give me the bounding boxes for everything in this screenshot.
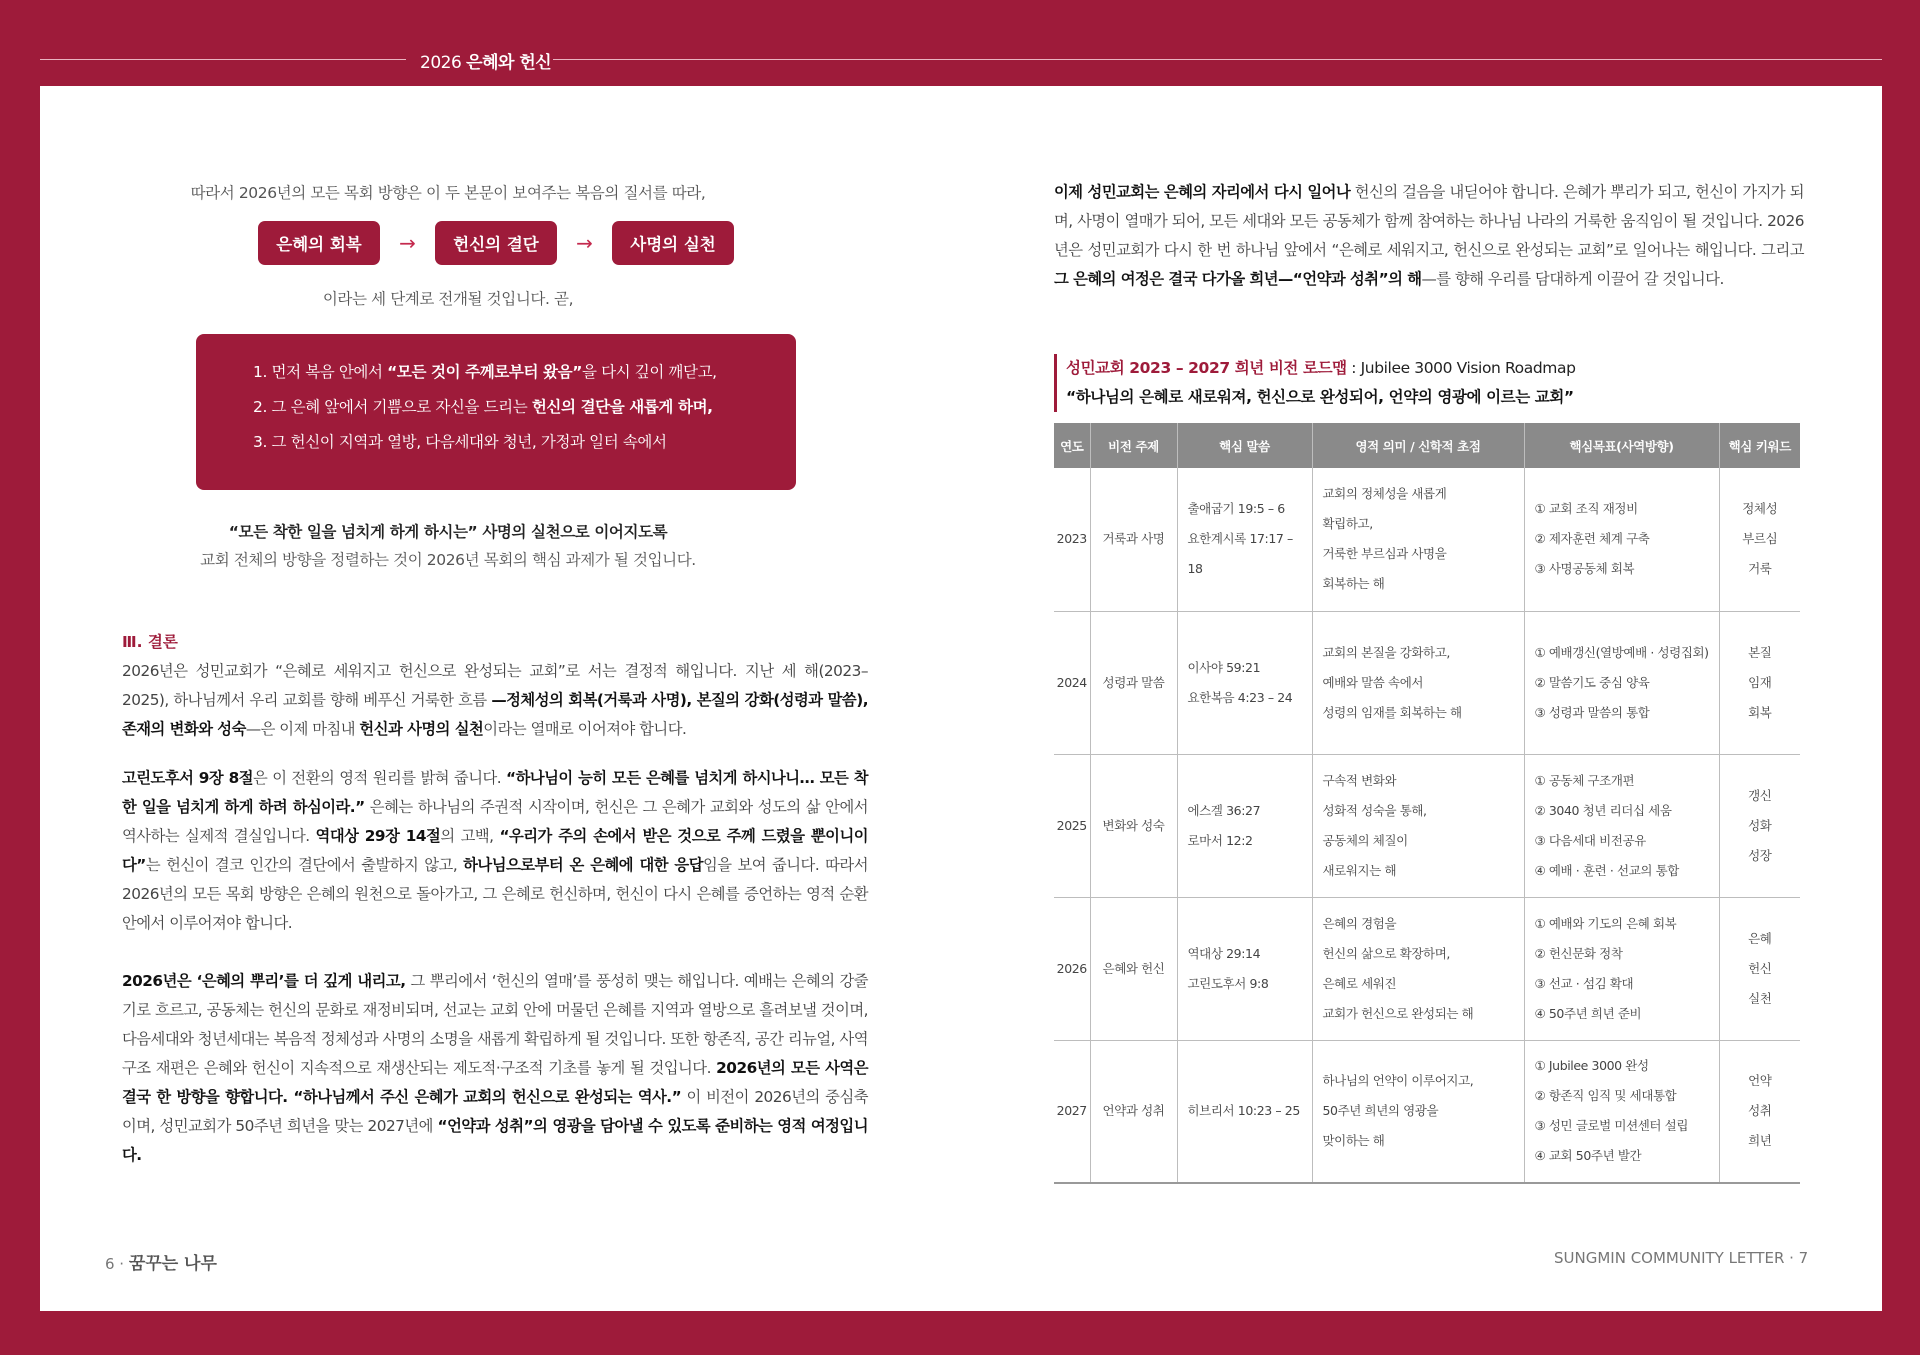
cell-keywords [1719, 468, 1800, 611]
cell-goals-line: ② 헌신문화 정착 [1534, 945, 1623, 961]
col-theme: 비전 주제 [1090, 423, 1177, 468]
roadmap-subtitle: “하나님의 은혜로 새로워져, 헌신으로 완성되어, 언약의 영광에 이르는 교회” [1066, 388, 1574, 406]
cell-meaning [1312, 1040, 1524, 1183]
roadmap-table [1054, 423, 1800, 1184]
cell-keywords-line: 언약 [1748, 1073, 1772, 1089]
cell-goals-line: ② 항존직 임직 및 세대통합 [1534, 1088, 1677, 1104]
header-rule-left [40, 59, 406, 60]
conclusion-p1: 2026년은 성민교회가 “은혜로 세워지고 헌신으로 완성되는 교회”로 서는 결정적 해입니다. 지난 세 해(2023–2025), 하나님께서 우리 교회를 향해 베푸신 거룩한 흐름 —정체성의 회복(거룩과 사명), 본질의 강화(성령과 말씀), 존재의 변화와 성숙—은 이제 마침내 헌신과 사명의 실천이라는 열매로 이어져야 합니다. [122, 662, 869, 738]
step-grace-recovery: 은혜의 회복 [258, 221, 380, 265]
table-row [1054, 754, 1800, 897]
cell-theme: 성령과 말씀 [1090, 611, 1177, 754]
cell-verses [1177, 754, 1312, 897]
col-goals: 핵심목표(사역방향) [1524, 423, 1719, 468]
table-row [1054, 611, 1800, 754]
steps-flow [258, 221, 734, 265]
box-line-3: 3. 그 헌신이 지역과 열방, 다음세대와 청년, 가정과 일터 속에서 [253, 433, 667, 451]
arrow-icon: → [399, 231, 416, 255]
mission-line-bold: “모든 착한 일을 넘치게 하게 하시는” 사명의 실천으로 이어지도록 [228, 523, 668, 541]
cell-meaning-line: 구속적 변화와 [1322, 772, 1397, 788]
col-verses: 핵심 말씀 [1177, 423, 1312, 468]
cell-meaning-line: 은혜로 세워진 [1322, 975, 1397, 991]
cell-verses [1177, 1040, 1312, 1183]
cell-keywords-line: 헌신 [1748, 960, 1772, 976]
cell-year: 2027 [1054, 1040, 1090, 1183]
cell-verses-line: 로마서 12:2 [1187, 832, 1253, 848]
cell-theme: 변화와 성숙 [1090, 754, 1177, 897]
after-steps-line: 이라는 세 단계로 전개될 것입니다. 곧, [322, 290, 574, 308]
cell-meaning-line: 공동체의 체질이 [1322, 832, 1408, 848]
cell-meaning [1312, 611, 1524, 754]
cell-keywords-line: 부르심 [1742, 531, 1778, 547]
cell-keywords-line: 성장 [1748, 847, 1772, 863]
cell-goals [1524, 754, 1719, 897]
cell-keywords [1719, 1040, 1800, 1183]
cell-keywords-line: 회복 [1748, 704, 1772, 720]
cell-goals-line: ③ 선교 · 섬김 확대 [1534, 975, 1634, 991]
cell-theme: 거룩과 사명 [1090, 468, 1177, 611]
footer-right: SUNGMIN COMMUNITY LETTER · 7 [1554, 1249, 1809, 1267]
cell-verses [1177, 897, 1312, 1040]
cell-verses-line: 요한계시록 17:17 – 18 [1187, 531, 1293, 577]
cell-keywords-line: 성취 [1748, 1103, 1772, 1119]
cell-verses-line: 고린도후서 9:8 [1187, 975, 1269, 991]
cell-goals-line: ④ 50주년 희년 준비 [1534, 1005, 1642, 1021]
table-header-row [1054, 423, 1800, 468]
cell-year: 2023 [1054, 468, 1090, 611]
cell-goals-line: ① 공동체 구조개편 [1534, 772, 1635, 788]
col-keywords: 핵심 키워드 [1719, 423, 1800, 468]
cell-meaning-line: 성화적 성숙을 통해, [1322, 802, 1427, 818]
cell-year: 2026 [1054, 897, 1090, 1040]
cell-goals-line: ③ 다음세대 비전공유 [1534, 832, 1646, 848]
magazine-logo: 꿈꾸는 나무 [128, 1254, 217, 1274]
page-number-left: 6 · [105, 1255, 125, 1273]
mission-line: 교회 전체의 방향을 정렬하는 것이 2026년 목회의 핵심 과제가 될 것입니다. [200, 551, 696, 569]
cell-meaning-line: 교회가 헌신으로 완성되는 해 [1322, 1005, 1474, 1021]
cell-goals-line: ③ 사명공동체 회복 [1534, 561, 1635, 577]
cell-goals-line: ② 3040 청년 리더십 세움 [1534, 802, 1672, 818]
arrow-icon: → [576, 231, 593, 255]
cell-meaning-line: 교회의 정체성을 새롭게 [1322, 486, 1447, 502]
col-year: 연도 [1054, 423, 1090, 468]
header-title: 은혜와 헌신 [466, 53, 552, 73]
cell-goals-line: ① 예배와 기도의 은혜 회복 [1534, 915, 1677, 931]
table-row [1054, 897, 1800, 1040]
roadmap-title: 성민교회 2023 – 2027 희년 비전 로드맵 : Jubilee 3000 Vision Roadmap [1066, 359, 1576, 377]
cell-meaning-line: 50주년 희년의 영광을 [1322, 1103, 1439, 1119]
cell-meaning [1312, 897, 1524, 1040]
cell-verses-line: 이사야 59:21 [1187, 659, 1261, 675]
roadmap-heading [1054, 354, 1576, 412]
cell-keywords-line: 희년 [1748, 1133, 1772, 1149]
box-line-2: 2. 그 은혜 앞에서 기쁨으로 자신을 드리는 헌신의 결단을 새롭게 하며, [253, 398, 713, 416]
cell-verses [1177, 468, 1312, 611]
cell-goals-line: ① Jubilee 3000 완성 [1534, 1058, 1649, 1074]
col-meaning: 영적 의미 / 신학적 초점 [1312, 423, 1524, 468]
cell-meaning-line: 헌신의 삶으로 확장하며, [1322, 945, 1450, 961]
cell-verses-line: 출애굽기 19:5 – 6 [1187, 501, 1285, 517]
cell-goals [1524, 1040, 1719, 1183]
cell-theme: 은혜와 헌신 [1090, 897, 1177, 1040]
cell-verses-line: 에스겔 36:27 [1187, 802, 1261, 818]
intro-line: 따라서 2026년의 모든 목회 방향은 이 두 본문이 보여주는 복음의 질서를 따라, [190, 184, 706, 202]
cell-goals-line: ④ 교회 50주년 발간 [1534, 1148, 1642, 1164]
cell-meaning-line: 회복하는 해 [1322, 576, 1385, 592]
right-intro-paragraph: 이제 성민교회는 은혜의 자리에서 다시 일어나 헌신의 걸음을 내딛어야 합니다. 은혜가 뿌리가 되고, 헌신이 가지가 되며, 사명이 열매가 되어, 모든 세대와 모든 공동체가 함께 참여하는 하나님 나라의 거룩한 움직임이 될 것입니다. 2026년은 성민교회가 다시 한 번 하나님 앞에서 “은혜로 세워지고, 헌신으로 완성되는 교회”로 일어나는 해입니다. 그리고 그 은혜의 여정은 결국 다가올 희년—“언약과 성취”의 해—를 향해 우리를 담대하게 이끌어 갈 것입니다. [1054, 183, 1805, 288]
cell-year: 2024 [1054, 611, 1090, 754]
cell-keywords-line: 은혜 [1748, 930, 1772, 946]
spread [40, 86, 1882, 1311]
steps-box [196, 334, 796, 490]
cell-theme: 언약과 성취 [1090, 1040, 1177, 1183]
cell-goals-line: ③ 성령과 말씀의 통합 [1534, 704, 1650, 720]
conclusion-p3: 2026년은 ‘은혜의 뿌리’를 더 깊게 내리고, 그 뿌리에서 ‘헌신의 열매’를 풍성히 맺는 해입니다. 예배는 은혜의 강줄기로 흐르고, 공동체는 헌신의 문화로 재정비되며, 선교는 교회 안에 머물던 은혜를 지역과 열방으로 흘려보낼 것이며, 다음세대와 청년세대는 복음적 정체성과 사명의 소명을 새롭게 확립하게 될 것입니다. 또한 항존직, 공간 리뉴얼, 사역 구조 재편은 은혜와 헌신이 지속적으로 재생산되는 제도적·구조적 기초를 놓게 될 것입니다. 2026년의 모든 사역은 결국 한 방향을 향합니다. “하나님께서 주신 은혜가 교회의 헌신으로 완성되는 역사.” 이 비전이 2026년의 중심축이며, 성민교회가 50주년 희년을 맞는 2027년에 “언약과 성취”의 영광을 담아낼 수 있도록 준비하는 영적 여정입니다. [122, 972, 869, 1164]
cell-keywords-line: 갱신 [1748, 787, 1772, 803]
cell-verses-line: 요한복음 4:23 – 24 [1187, 689, 1293, 705]
cell-goals-line: ① 교회 조직 재정비 [1534, 501, 1638, 517]
cell-goals-line: ② 말씀기도 중심 양육 [1534, 674, 1650, 690]
cell-keywords-line: 임재 [1748, 674, 1772, 690]
cell-keywords [1719, 754, 1800, 897]
cell-keywords [1719, 897, 1800, 1040]
section-title: Ⅲ. 결론 [122, 633, 178, 651]
cell-meaning-line: 맞이하는 해 [1322, 1133, 1385, 1149]
cell-keywords-line: 실천 [1748, 990, 1772, 1006]
header-bar [0, 0, 1920, 86]
cell-keywords [1719, 611, 1800, 754]
cell-meaning [1312, 468, 1524, 611]
cell-meaning-line: 성령의 임재를 회복하는 해 [1322, 704, 1462, 720]
cell-meaning-line: 확립하고, [1322, 516, 1373, 532]
table-row [1054, 468, 1800, 611]
cell-meaning-line: 은혜의 경험을 [1322, 915, 1397, 931]
running-header [420, 48, 551, 73]
cell-goals-line: ② 제자훈련 체계 구축 [1534, 531, 1650, 547]
box-line-1: 1. 먼저 복음 안에서 “모든 것이 주께로부터 왔음”을 다시 깊이 깨닫고, [253, 363, 717, 381]
cell-goals-line: ④ 예배 · 훈련 · 선교의 통합 [1534, 862, 1679, 878]
cell-meaning-line: 거룩한 부르심과 사명을 [1322, 546, 1447, 562]
cell-keywords-line: 본질 [1748, 644, 1772, 660]
cell-keywords-line: 성화 [1748, 817, 1772, 833]
cell-meaning-line: 새로워지는 해 [1322, 862, 1397, 878]
cell-goals [1524, 468, 1719, 611]
cell-keywords-line: 거룩 [1748, 561, 1772, 577]
cell-year: 2025 [1054, 754, 1090, 897]
cell-verses-line: 히브리서 10:23 – 25 [1187, 1103, 1300, 1119]
footer-left [105, 1249, 217, 1274]
step-devotion-decision: 헌신의 결단 [435, 221, 557, 265]
cell-goals [1524, 611, 1719, 754]
conclusion-p2: 고린도후서 9장 8절은 이 전환의 영적 원리를 밝혀 줍니다. “하나님이 능히 모든 은혜를 넘치게 하시나니… 모든 착한 일을 넘치게 하게 하려 하심이라.” 은혜는 하나님의 주권적 시작이며, 헌신은 그 은혜가 교회와 성도의 삶 안에서 역사하는 실제적 결실입니다. 역대상 29장 14절의 고백, “우리가 주의 손에서 받은 것으로 주께 드렸을 뿐이니이다”는 헌신이 결코 인간의 결단에서 출발하지 않고, 하나님으로부터 온 은혜에 대한 응답임을 보여 줍니다. 따라서 2026년의 모든 목회 방향은 은혜의 원천으로 돌아가고, 그 은혜로 헌신하며, 헌신이 다시 은혜를 증언하는 영적 순환 안에서 이루어져야 합니다. [122, 769, 868, 932]
header-year: 2026 [420, 53, 462, 73]
cell-meaning-line: 하나님의 언약이 이루어지고, [1322, 1073, 1474, 1089]
cell-meaning-line: 교회의 본질을 강화하고, [1322, 644, 1450, 660]
cell-goals-line: ③ 성민 글로벌 미션센터 설립 [1534, 1118, 1689, 1134]
header-rule-right [553, 59, 1882, 60]
cell-verses [1177, 611, 1312, 754]
step-mission-practice: 사명의 실천 [612, 221, 734, 265]
cell-meaning-line: 예배와 말씀 속에서 [1322, 674, 1424, 690]
table-row [1054, 1040, 1800, 1183]
cell-goals [1524, 897, 1719, 1040]
cell-goals-line: ① 예배갱신(열방예배 · 성령집회) [1534, 644, 1709, 660]
cell-verses-line: 역대상 29:14 [1187, 945, 1261, 961]
cell-keywords-line: 정체성 [1742, 501, 1778, 517]
cell-meaning [1312, 754, 1524, 897]
